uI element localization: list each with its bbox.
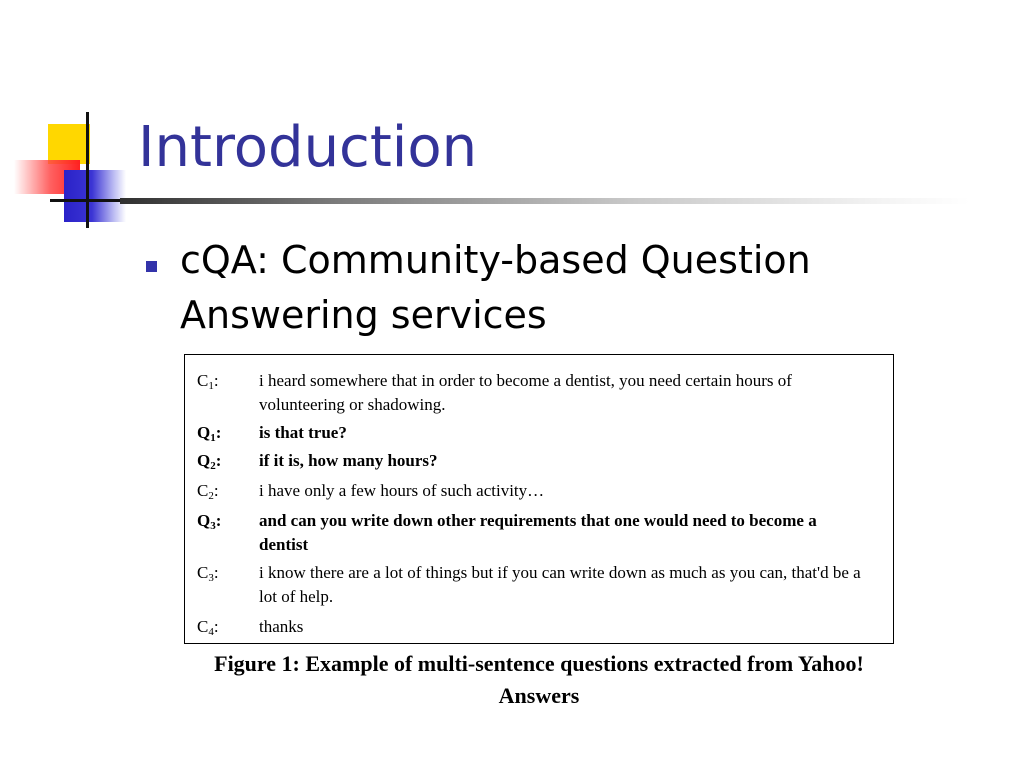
row-label-index: 3: [210, 520, 216, 532]
slide-title: Introduction: [138, 115, 478, 180]
row-label: $C_1$:: [197, 371, 219, 392]
row-label: $C_4$:: [197, 617, 219, 638]
row-label: $Q_3$:: [197, 511, 222, 532]
row-label-prefix: C: [197, 481, 209, 500]
row-label-prefix: Q: [197, 423, 211, 442]
row-text: i have only a few hours of such activity…: [259, 481, 545, 500]
title-underline: [120, 198, 970, 204]
figure-example-box: [184, 354, 894, 644]
logo-vertical-line: [86, 112, 89, 228]
row-label: $C_2$:: [197, 481, 219, 502]
row-text: i heard somewhere that in order to become a dentist, you need certain hours of volunteering or shadowing.: [259, 371, 792, 414]
row-label-index: 1: [208, 380, 214, 392]
row-label-prefix: Q: [197, 511, 211, 530]
row-label-index: 3: [208, 572, 214, 584]
decorative-logo: [0, 0, 160, 240]
row-label-prefix: C: [197, 371, 209, 390]
row-label: $Q_2$:: [197, 451, 222, 472]
row-text: thanks: [259, 617, 304, 636]
row-text: and can you write down other requirements that one would need to become a dentist: [259, 511, 817, 554]
row-label-index: 1: [210, 432, 216, 444]
row-label-prefix: C: [197, 617, 209, 636]
row-text: if it is, how many hours?: [259, 451, 438, 470]
logo-yellow-square: [48, 124, 90, 164]
bullet-text: cQA: Community-based Question Answering services: [180, 238, 811, 337]
row-label: $C_3$:: [197, 563, 219, 584]
row-label-prefix: Q: [197, 451, 211, 470]
row-label-index: 2: [208, 490, 214, 502]
row-label: $Q_1$:: [197, 423, 222, 444]
bullet-square-icon: [146, 261, 157, 272]
row-label-index: 2: [210, 460, 216, 472]
row-label-prefix: C: [197, 563, 209, 582]
figure-caption: Figure 1: Example of multi-sentence questions extracted from Yahoo! Answers: [214, 651, 864, 708]
row-text: i know there are a lot of things but if you can write down as much as you can, that'd be a lot of help.: [259, 563, 861, 606]
logo-horizontal-line: [50, 199, 130, 202]
row-text: is that true?: [259, 423, 347, 442]
row-label-index: 4: [208, 626, 214, 638]
logo-blue-square: [64, 170, 126, 222]
